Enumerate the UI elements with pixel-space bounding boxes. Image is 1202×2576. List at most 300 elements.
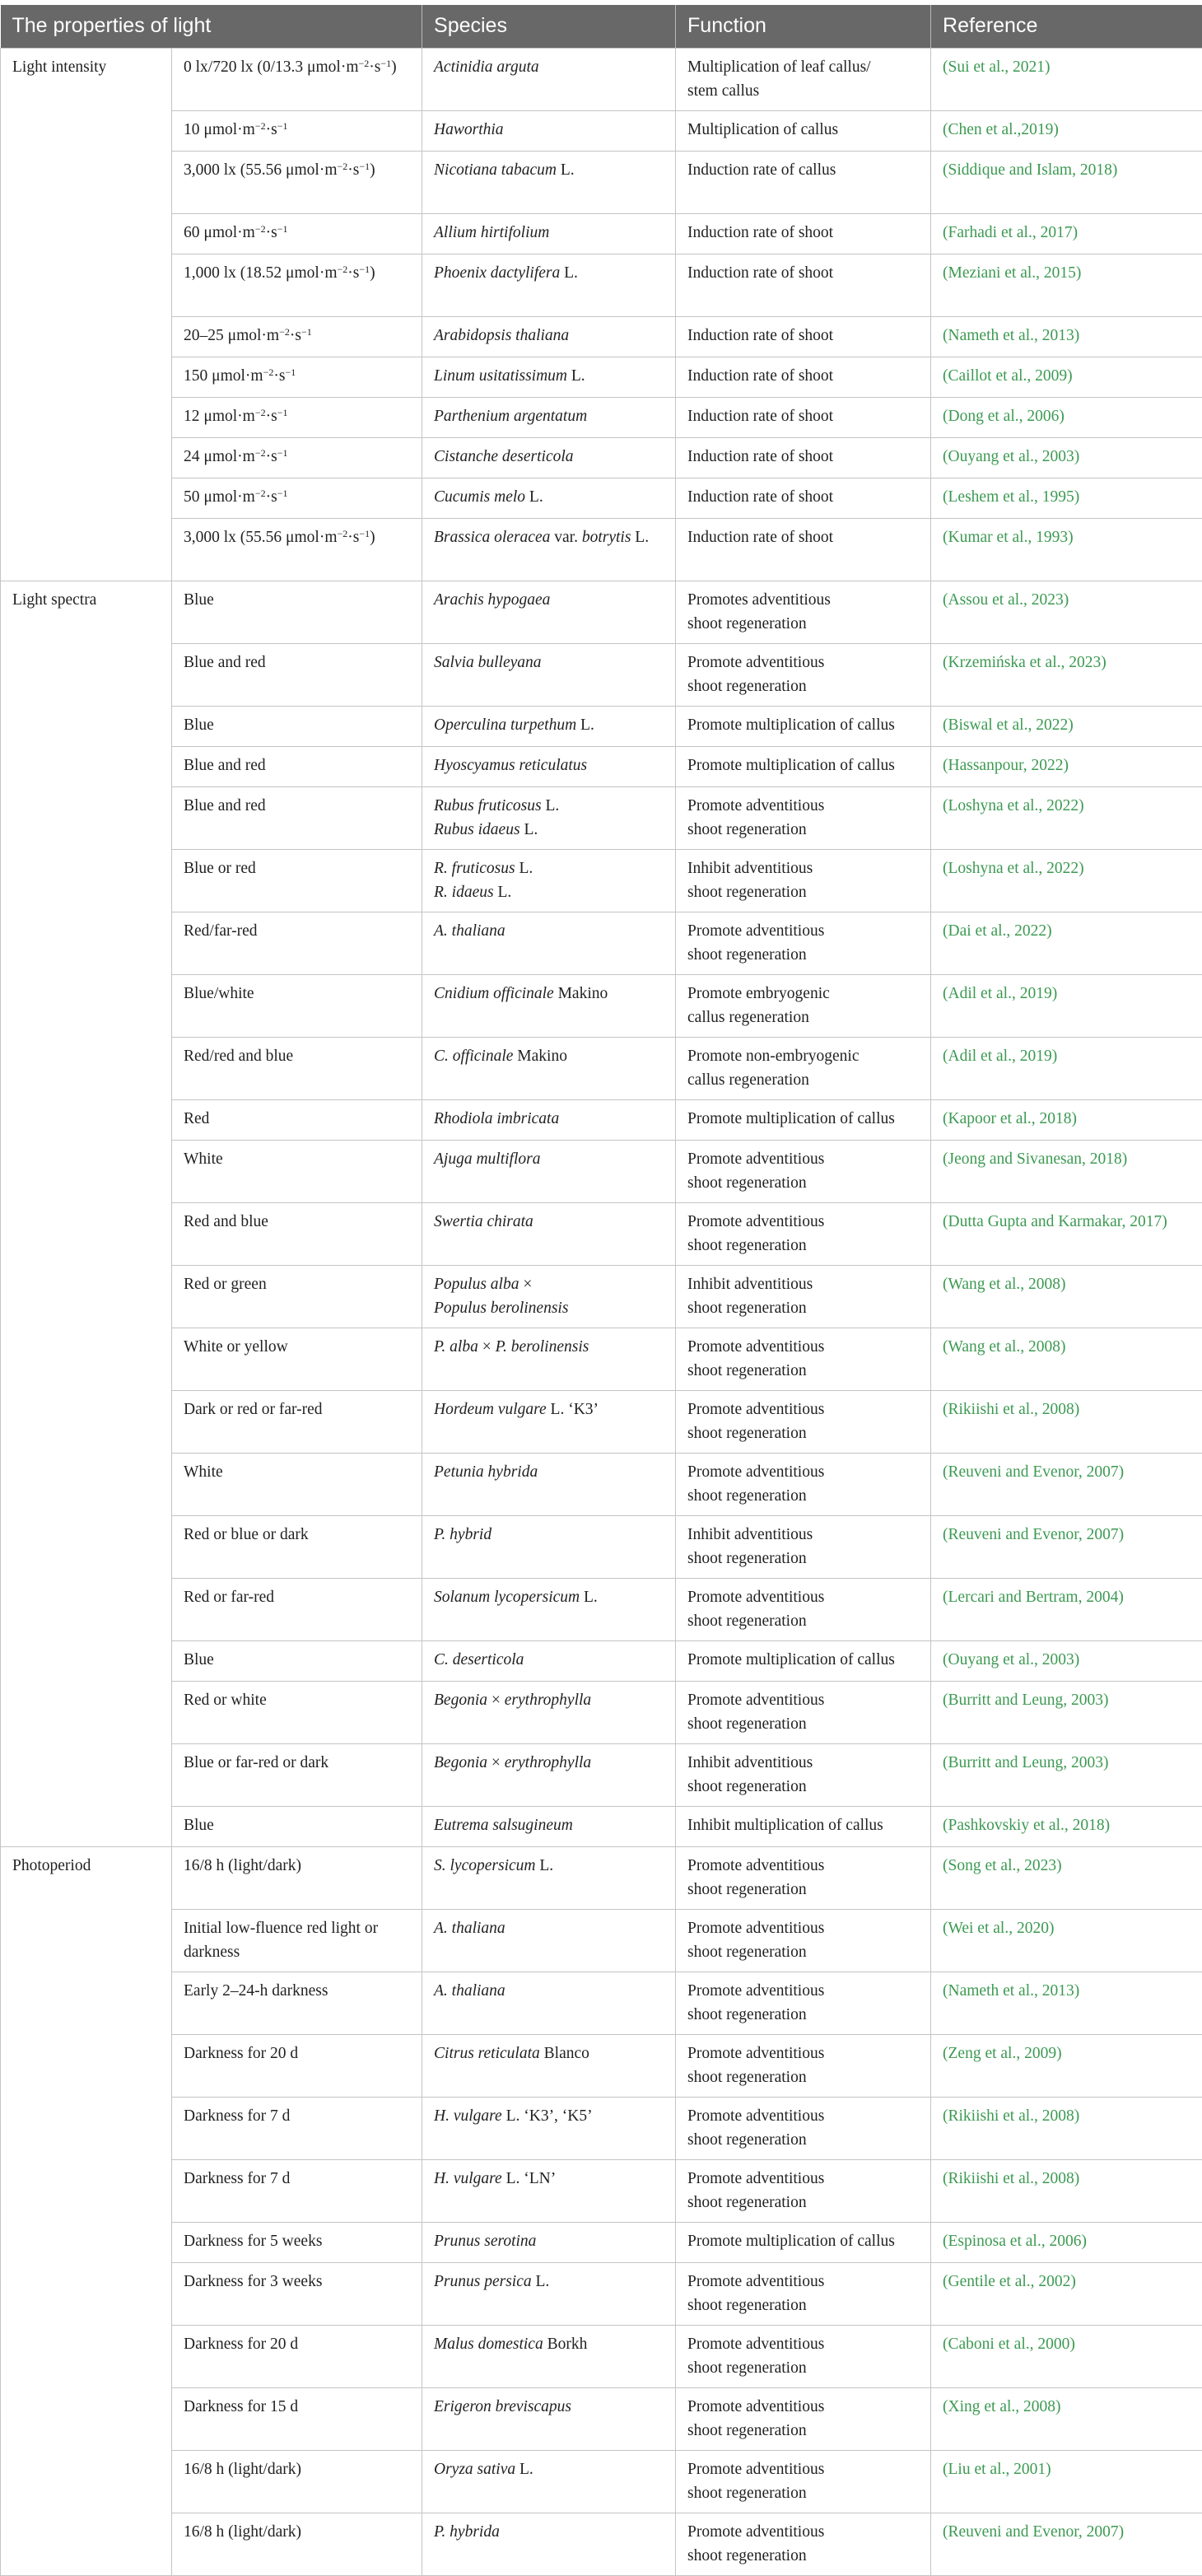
species-name: Allium hirtifolium [434, 224, 549, 241]
species-authority: × [487, 1692, 505, 1709]
table-row [1, 2325, 1202, 2387]
function-line: Promote adventitious [687, 2457, 919, 2481]
species-line [434, 919, 664, 943]
species-name: botrytis [582, 529, 631, 546]
table-row [1, 849, 1202, 912]
function-cell [676, 1202, 931, 1265]
function-line: shoot regeneration [687, 1296, 919, 1320]
species-line [434, 1296, 664, 1320]
function-cell [676, 2325, 931, 2387]
reference-cell: (Chen et al.,2019) [931, 110, 1202, 151]
species-cell [422, 643, 676, 706]
function-cell [676, 2450, 931, 2513]
species-authority: L. [576, 716, 594, 734]
reference-cell: (Espinosa et al., 2006) [931, 2222, 1202, 2262]
table-row [1, 1743, 1202, 1806]
condition-cell: Red or white [172, 1681, 422, 1743]
condition-cell: Red [172, 1099, 422, 1140]
function-line: shoot regeneration [687, 1940, 919, 1964]
table-row [1, 1099, 1202, 1140]
species-cell [422, 397, 676, 437]
function-line: Promote embryogenic [687, 982, 919, 1006]
function-line: shoot regeneration [687, 1712, 919, 1736]
header-function: Function [676, 5, 931, 48]
function-cell [676, 2513, 931, 2575]
species-name: Swertia chirata [434, 1213, 533, 1230]
species-name: Citrus reticulata [434, 2045, 540, 2062]
table-row [1, 213, 1202, 254]
function-line: Inhibit multiplication of callus [687, 1813, 919, 1837]
function-cell [676, 746, 931, 786]
species-name: Salvia bulleyana [434, 654, 542, 671]
species-cell [422, 1515, 676, 1578]
species-cell [422, 2262, 676, 2325]
function-cell [676, 1140, 931, 1202]
condition-cell: Red or blue or dark [172, 1515, 422, 1578]
table-row [1, 2513, 1202, 2575]
species-authority: × [519, 1276, 532, 1293]
species-line [434, 1751, 664, 1775]
function-line: Promote multiplication of callus [687, 754, 919, 777]
species-cell [422, 2387, 676, 2450]
condition-cell: 0 lx/720 lx (0/13.3 $\mu mol\cdot m^{-2}\cdot s^{-1}$) [172, 48, 422, 110]
species-name: Prunus serotina [434, 2233, 536, 2250]
species-cell [422, 518, 676, 581]
table-row [1, 643, 1202, 706]
table-row [1, 746, 1202, 786]
species-authority: L. [515, 2461, 533, 2478]
table-row [1, 1972, 1202, 2034]
function-cell [676, 1640, 931, 1681]
function-cell [676, 397, 931, 437]
species-line [434, 2104, 664, 2128]
condition-cell: Darkness for 3 weeks [172, 2262, 422, 2325]
species-cell [422, 1202, 676, 1265]
function-line: Induction rate of shoot [687, 221, 919, 245]
species-cell [422, 478, 676, 518]
table-row [1, 2034, 1202, 2097]
condition-cell: Red and blue [172, 1202, 422, 1265]
table-row [1, 1453, 1202, 1515]
condition-cell: Darkness for 15 d [172, 2387, 422, 2450]
species-cell [422, 1265, 676, 1328]
species-line [434, 1335, 664, 1359]
table-row [1, 1681, 1202, 1743]
table-row [1, 316, 1202, 357]
reference-cell: (Hassanpour, 2022) [931, 746, 1202, 786]
condition-cell: Blue or far-red or dark [172, 1743, 422, 1806]
species-line [434, 158, 664, 182]
function-line: Induction rate of shoot [687, 364, 919, 388]
reference-cell: (Biswal et al., 2022) [931, 706, 1202, 746]
species-line [434, 445, 664, 469]
table-row [1, 1390, 1202, 1453]
function-cell [676, 48, 931, 110]
species-line [434, 651, 664, 674]
function-cell [676, 478, 931, 518]
reference-cell: (Reuveni and Evenor, 2007) [931, 2513, 1202, 2575]
table-row [1, 1846, 1202, 1909]
condition-cell: Dark or red or far-red [172, 1390, 422, 1453]
species-line [434, 2270, 664, 2294]
species-name: Cnidium officinale [434, 985, 554, 1002]
condition-cell: White or yellow [172, 1328, 422, 1390]
condition-cell: Red/red and blue [172, 1037, 422, 1099]
species-cell [422, 581, 676, 643]
function-cell [676, 849, 931, 912]
condition-cell: 24 $\mu mol\cdot m^{-2}\cdot s^{-1}$ [172, 437, 422, 478]
species-authority: L. [580, 1589, 598, 1606]
species-name: P. hybrid [434, 1526, 492, 1543]
header-reference: Reference [931, 5, 1202, 48]
function-cell [676, 1328, 931, 1390]
species-authority: L. [520, 821, 538, 838]
species-name: Solanum lycopersicum [434, 1589, 580, 1606]
function-line: shoot regeneration [687, 2481, 919, 2505]
species-line [434, 2229, 664, 2253]
header-light-properties: The properties of light [1, 5, 422, 48]
function-line: shoot regeneration [687, 1878, 919, 1902]
property-cell: Light intensity [1, 48, 172, 581]
function-line: Induction rate of callus [687, 158, 919, 182]
species-line [434, 754, 664, 777]
reference-cell: (Rikiishi et al., 2008) [931, 2159, 1202, 2222]
species-name: Brassica oleracea [434, 529, 550, 546]
condition-cell: Red or far-red [172, 1578, 422, 1640]
species-cell [422, 1328, 676, 1390]
function-cell [676, 1909, 931, 1972]
function-line: shoot regeneration [687, 2065, 919, 2089]
species-name: Arabidopsis thaliana [434, 327, 569, 344]
species-name: A. thaliana [434, 922, 505, 940]
function-cell [676, 2097, 931, 2159]
reference-cell: (Dutta Gupta and Karmakar, 2017) [931, 1202, 1202, 1265]
function-line: Promote adventitious [687, 1979, 919, 2003]
condition-cell: 60 $\mu mol\cdot m^{-2}\cdot s^{-1}$ [172, 213, 422, 254]
species-cell [422, 849, 676, 912]
table-row [1, 478, 1202, 518]
function-cell [676, 1453, 931, 1515]
species-cell [422, 1972, 676, 2034]
function-line: shoot regeneration [687, 1547, 919, 1570]
reference-cell: (Wei et al., 2020) [931, 1909, 1202, 1972]
species-cell [422, 1640, 676, 1681]
species-line [434, 1460, 664, 1484]
species-name: C. deserticola [434, 1651, 524, 1668]
species-cell [422, 151, 676, 213]
reference-cell: (Burritt and Leung, 2003) [931, 1681, 1202, 1743]
function-line: Induction rate of shoot [687, 261, 919, 285]
reference-cell: (Lercari and Bertram, 2004) [931, 1578, 1202, 1640]
condition-cell: Darkness for 5 weeks [172, 2222, 422, 2262]
table-row [1, 1037, 1202, 1099]
species-authority: Borkh [543, 2336, 588, 2353]
condition-cell: Blue or red [172, 849, 422, 912]
species-cell [422, 2222, 676, 2262]
species-cell [422, 1453, 676, 1515]
table-row [1, 1515, 1202, 1578]
species-name: A. thaliana [434, 1982, 505, 2000]
function-cell [676, 2387, 931, 2450]
condition-cell: Darkness for 7 d [172, 2159, 422, 2222]
function-line: shoot regeneration [687, 1359, 919, 1383]
function-line: Multiplication of leaf callus/ [687, 55, 919, 79]
condition-cell: Blue/white [172, 974, 422, 1037]
species-name: H. vulgare [434, 2170, 502, 2187]
table-row [1, 2387, 1202, 2450]
species-authority: L. [567, 367, 585, 385]
function-line: Promote multiplication of callus [687, 1107, 919, 1131]
species-name: Haworthia [434, 121, 504, 138]
species-authority: L. [532, 2273, 550, 2290]
condition-cell: 20–25 $\mu mol\cdot m^{-2}\cdot s^{-1}$ [172, 316, 422, 357]
species-cell [422, 48, 676, 110]
table-row [1, 1265, 1202, 1328]
species-name: Eutrema salsugineum [434, 1817, 573, 1834]
species-authority: L. [542, 797, 560, 814]
species-line [434, 713, 664, 737]
reference-cell: (Zeng et al., 2009) [931, 2034, 1202, 2097]
species-cell [422, 1681, 676, 1743]
function-line: shoot regeneration [687, 2419, 919, 2443]
reference-cell: (Caillot et al., 2009) [931, 357, 1202, 397]
function-line: callus regeneration [687, 1006, 919, 1029]
table-row [1, 151, 1202, 213]
function-line: Promotes adventitious [687, 588, 919, 612]
condition-cell: 16/8 h (light/dark) [172, 2450, 422, 2513]
species-name: Populus berolinensis [434, 1300, 568, 1317]
species-line [434, 880, 664, 904]
species-cell [422, 1806, 676, 1846]
species-name: A. thaliana [434, 1920, 505, 1937]
species-authority: L. [535, 1857, 553, 1874]
function-cell [676, 316, 931, 357]
condition-cell: 10 $\mu mol\cdot m^{-2}\cdot s^{-1}$ [172, 110, 422, 151]
species-name: Rubus idaeus [434, 821, 520, 838]
species-line [434, 2042, 664, 2065]
reference-cell: (Dai et al., 2022) [931, 912, 1202, 974]
function-line: Inhibit adventitious [687, 1523, 919, 1547]
species-line [434, 2332, 664, 2356]
species-cell [422, 746, 676, 786]
reference-cell: (Leshem et al., 1995) [931, 478, 1202, 518]
species-name: Hordeum vulgare [434, 1401, 547, 1418]
species-authority: L. [515, 860, 533, 877]
function-line: Induction rate of shoot [687, 404, 919, 428]
reference-cell: (Dong et al., 2006) [931, 397, 1202, 437]
function-cell [676, 912, 931, 974]
reference-cell: (Assou et al., 2023) [931, 581, 1202, 643]
condition-cell: Darkness for 20 d [172, 2325, 422, 2387]
function-line: Promote non-embryogenic [687, 1044, 919, 1068]
species-cell [422, 2450, 676, 2513]
species-authority: L. ‘K3’ [547, 1401, 599, 1418]
species-line [434, 525, 664, 549]
condition-cell: Blue [172, 1640, 422, 1681]
species-line [434, 1044, 664, 1068]
function-cell [676, 1578, 931, 1640]
species-line [434, 1107, 664, 1131]
table-row [1, 1806, 1202, 1846]
condition-cell: White [172, 1453, 422, 1515]
species-line [434, 856, 664, 880]
species-authority: L. ‘LN’ [502, 2170, 557, 2187]
condition-cell: 50 $\mu mol\cdot m^{-2}\cdot s^{-1}$ [172, 478, 422, 518]
function-cell [676, 1743, 931, 1806]
table-row [1, 974, 1202, 1037]
species-name: Populus alba [434, 1276, 519, 1293]
header-row [1, 5, 1202, 48]
function-line: Promote adventitious [687, 1916, 919, 1940]
species-line [434, 364, 664, 388]
species-line [434, 118, 664, 142]
reference-cell: (Kapoor et al., 2018) [931, 1099, 1202, 1140]
species-cell [422, 2159, 676, 2222]
function-cell [676, 643, 931, 706]
reference-cell: (Nameth et al., 2013) [931, 316, 1202, 357]
table-row [1, 2222, 1202, 2262]
species-line [434, 1585, 664, 1609]
condition-cell: Red or green [172, 1265, 422, 1328]
function-line: Induction rate of shoot [687, 445, 919, 469]
species-cell [422, 2034, 676, 2097]
function-cell [676, 1972, 931, 2034]
species-line [434, 1854, 664, 1878]
table-row [1, 1202, 1202, 1265]
function-line: shoot regeneration [687, 2128, 919, 2152]
species-cell [422, 706, 676, 746]
species-line [434, 404, 664, 428]
function-cell [676, 1806, 931, 1846]
species-authority: L. [525, 488, 543, 506]
species-line [434, 588, 664, 612]
species-line [434, 2520, 664, 2544]
reference-cell: (Jeong and Sivanesan, 2018) [931, 1140, 1202, 1202]
table-row [1, 2097, 1202, 2159]
species-line [434, 1210, 664, 1234]
species-name: Petunia hybrida [434, 1463, 538, 1481]
function-line: Promote adventitious [687, 2167, 919, 2191]
function-line: stem callus [687, 79, 919, 103]
species-line [434, 2395, 664, 2419]
reference-cell: (Reuveni and Evenor, 2007) [931, 1515, 1202, 1578]
function-line: callus regeneration [687, 1068, 919, 1092]
function-line: shoot regeneration [687, 1609, 919, 1633]
species-authority: L. [560, 264, 578, 282]
species-name: Phoenix dactylifera [434, 264, 560, 282]
condition-cell: 3,000 lx (55.56 $\mu mol\cdot m^{-2}\cdot s^{-1}$) [172, 518, 422, 581]
condition-cell: Blue [172, 1806, 422, 1846]
function-line: shoot regeneration [687, 2356, 919, 2380]
condition-cell: Darkness for 20 d [172, 2034, 422, 2097]
condition-cell: 150 $\mu mol\cdot m^{-2}\cdot s^{-1}$ [172, 357, 422, 397]
table-row [1, 1909, 1202, 1972]
function-line: Induction rate of shoot [687, 485, 919, 509]
species-cell [422, 1743, 676, 1806]
reference-cell: (Wang et al., 2008) [931, 1265, 1202, 1328]
condition-cell: 1,000 lx (18.52 $\mu mol\cdot m^{-2}\cdot s^{-1}$) [172, 254, 422, 316]
function-line: Promote adventitious [687, 1688, 919, 1712]
function-line: shoot regeneration [687, 818, 919, 842]
function-line: Promote adventitious [687, 2395, 919, 2419]
function-cell [676, 1681, 931, 1743]
function-cell [676, 151, 931, 213]
function-line: shoot regeneration [687, 612, 919, 636]
function-cell [676, 2262, 931, 2325]
function-cell [676, 1515, 931, 1578]
species-name: Arachis hypogaea [434, 591, 550, 609]
function-line: Promote adventitious [687, 1335, 919, 1359]
species-line [434, 1398, 664, 1421]
table-row [1, 397, 1202, 437]
species-cell [422, 357, 676, 397]
species-cell [422, 1909, 676, 1972]
function-cell [676, 357, 931, 397]
species-name: S. lycopersicum [434, 1857, 535, 1874]
reference-cell: (Reuveni and Evenor, 2007) [931, 1453, 1202, 1515]
species-name: P. hybrida [434, 2523, 500, 2541]
function-cell [676, 437, 931, 478]
property-cell: Photoperiod [1, 1846, 172, 2575]
function-line: Promote adventitious [687, 2042, 919, 2065]
function-line: Inhibit adventitious [687, 1272, 919, 1296]
species-cell [422, 254, 676, 316]
table-row [1, 254, 1202, 316]
function-line: shoot regeneration [687, 1775, 919, 1799]
species-name: Begonia [434, 1692, 487, 1709]
reference-cell: (Adil et al., 2019) [931, 1037, 1202, 1099]
species-authority: L. [631, 529, 649, 546]
reference-cell: (Kumar et al., 1993) [931, 518, 1202, 581]
species-line [434, 818, 664, 842]
property-cell: Light spectra [1, 581, 172, 1846]
function-line: shoot regeneration [687, 1484, 919, 1508]
reference-cell: (Loshyna et al., 2022) [931, 849, 1202, 912]
function-cell [676, 1390, 931, 1453]
condition-cell: Early 2–24-h darkness [172, 1972, 422, 2034]
table-row [1, 518, 1202, 581]
species-line [434, 324, 664, 348]
function-line: Promote adventitious [687, 2520, 919, 2544]
function-line: Promote adventitious [687, 1585, 919, 1609]
condition-cell: 16/8 h (light/dark) [172, 1846, 422, 1909]
light-properties-table [0, 5, 1202, 2576]
table-row [1, 1640, 1202, 1681]
condition-cell: Blue [172, 706, 422, 746]
reference-cell: (Song et al., 2023) [931, 1846, 1202, 1909]
species-line [434, 982, 664, 1006]
table-row [1, 2450, 1202, 2513]
species-name: Nicotiana tabacum [434, 161, 557, 179]
reference-cell: (Meziani et al., 2015) [931, 254, 1202, 316]
species-line [434, 1813, 664, 1837]
species-cell [422, 316, 676, 357]
species-authority: Makino [554, 985, 608, 1002]
species-line [434, 1147, 664, 1171]
function-line: Induction rate of shoot [687, 324, 919, 348]
species-cell [422, 2513, 676, 2575]
species-name: C. officinale [434, 1048, 513, 1065]
table-row [1, 2159, 1202, 2222]
species-line [434, 2167, 664, 2191]
condition-cell: Blue [172, 581, 422, 643]
function-line: Promote adventitious [687, 651, 919, 674]
species-line [434, 1979, 664, 2003]
reference-cell: (Loshyna et al., 2022) [931, 786, 1202, 849]
species-name: Cistanche deserticola [434, 448, 574, 465]
species-cell [422, 213, 676, 254]
table-body [1, 48, 1202, 2575]
